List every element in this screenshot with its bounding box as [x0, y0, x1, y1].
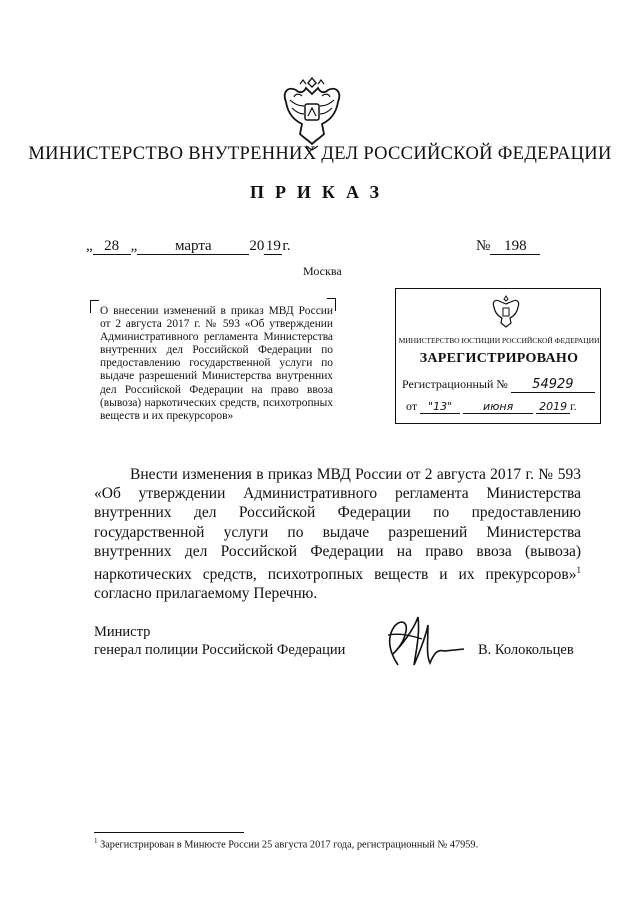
signatory-name: В. Колокольцев	[478, 642, 574, 658]
order-body-paragraph	[94, 465, 581, 604]
date-day: 28	[93, 238, 131, 255]
body-text: Внести изменения в приказ МВД России от 2 августа 2017 г. № 593 «Об утверждении Административного регламента Министерства внутренних дел Российской Федерации по предоставлению государственной услуги по выдаче разрешений Министерства внутренних дел Российской Федерации на право ввоза (вывоза) наркотических средств, психотропных веществ и их прекурсоров»	[94, 466, 581, 584]
date-year-prefix: 20	[249, 238, 265, 254]
subject-bracket-left	[90, 300, 99, 313]
order-body	[94, 465, 581, 604]
stamp-date-year: 2019	[536, 400, 570, 414]
stamp-date-prefix: от	[406, 399, 418, 413]
date-open-quote: „	[86, 238, 93, 254]
city-label: Москва	[303, 264, 342, 278]
stamp-number-line	[402, 377, 595, 393]
date-close-quote: „	[130, 238, 138, 254]
stamp-ministry-title: МИНИСТЕРСТВО ЮСТИЦИИ РОССИЙСКОЙ ФЕДЕРАЦИИ	[398, 336, 600, 345]
stamp-year-suffix: г.	[570, 399, 577, 413]
ministry-heading: МИНИСТЕРСТВО ВНУТРЕННИХ ДЕЛ РОССИЙСКОЙ ФЕДЕРАЦИИ	[28, 144, 612, 164]
stamp-emblem-icon	[489, 293, 523, 331]
order-number: 198	[490, 238, 540, 255]
date-year-abbr: г.	[282, 238, 291, 254]
stamp-reg-number: 54929	[511, 378, 595, 393]
coat-of-arms-emblem	[276, 72, 348, 152]
stamp-date-line	[406, 399, 577, 414]
footnote-text: Зарегистрирован в Минюсте России 25 августа 2017 года, регистрационный № 47959.	[97, 839, 479, 851]
stamp-reg-label: Регистрационный №	[402, 377, 508, 391]
date-year-suffix: 19	[265, 238, 281, 254]
footnote-marker: 1	[94, 837, 98, 845]
signatory-position: Министр	[94, 624, 151, 640]
stamp-date-day: "13"	[420, 400, 460, 414]
stamp-registered-label: ЗАРЕГИСТРИРОВАНО	[419, 351, 579, 366]
order-date-line	[86, 238, 291, 255]
footnote	[94, 837, 478, 850]
signatory-rank: генерал полиции Российской Федерации	[94, 642, 346, 658]
number-label: №	[476, 238, 491, 254]
registration-stamp	[395, 288, 601, 424]
date-month: марта	[137, 238, 249, 255]
document-type-heading: ПРИКАЗ	[249, 182, 391, 202]
stamp-date-month: июня	[463, 400, 533, 414]
footnote-reference: 1	[576, 565, 581, 576]
body-text-end: согласно прилагаемому Перечню.	[94, 585, 318, 603]
order-subject: О внесении изменений в приказ МВД России от 2 августа 2017 г. № 593 «Об утверждении Административного регламента Министерства внутренних дел Российской Федерации по предоставлению государственной услуги по выдаче разрешений Министерства внутренних дел Российской Федерации на право ввоза (вывоза) наркотических средств, психотропных веществ и их прекурсоров»	[100, 305, 333, 422]
order-number-line	[476, 238, 540, 255]
handwritten-signature	[368, 605, 468, 675]
footnote-divider	[94, 832, 244, 833]
